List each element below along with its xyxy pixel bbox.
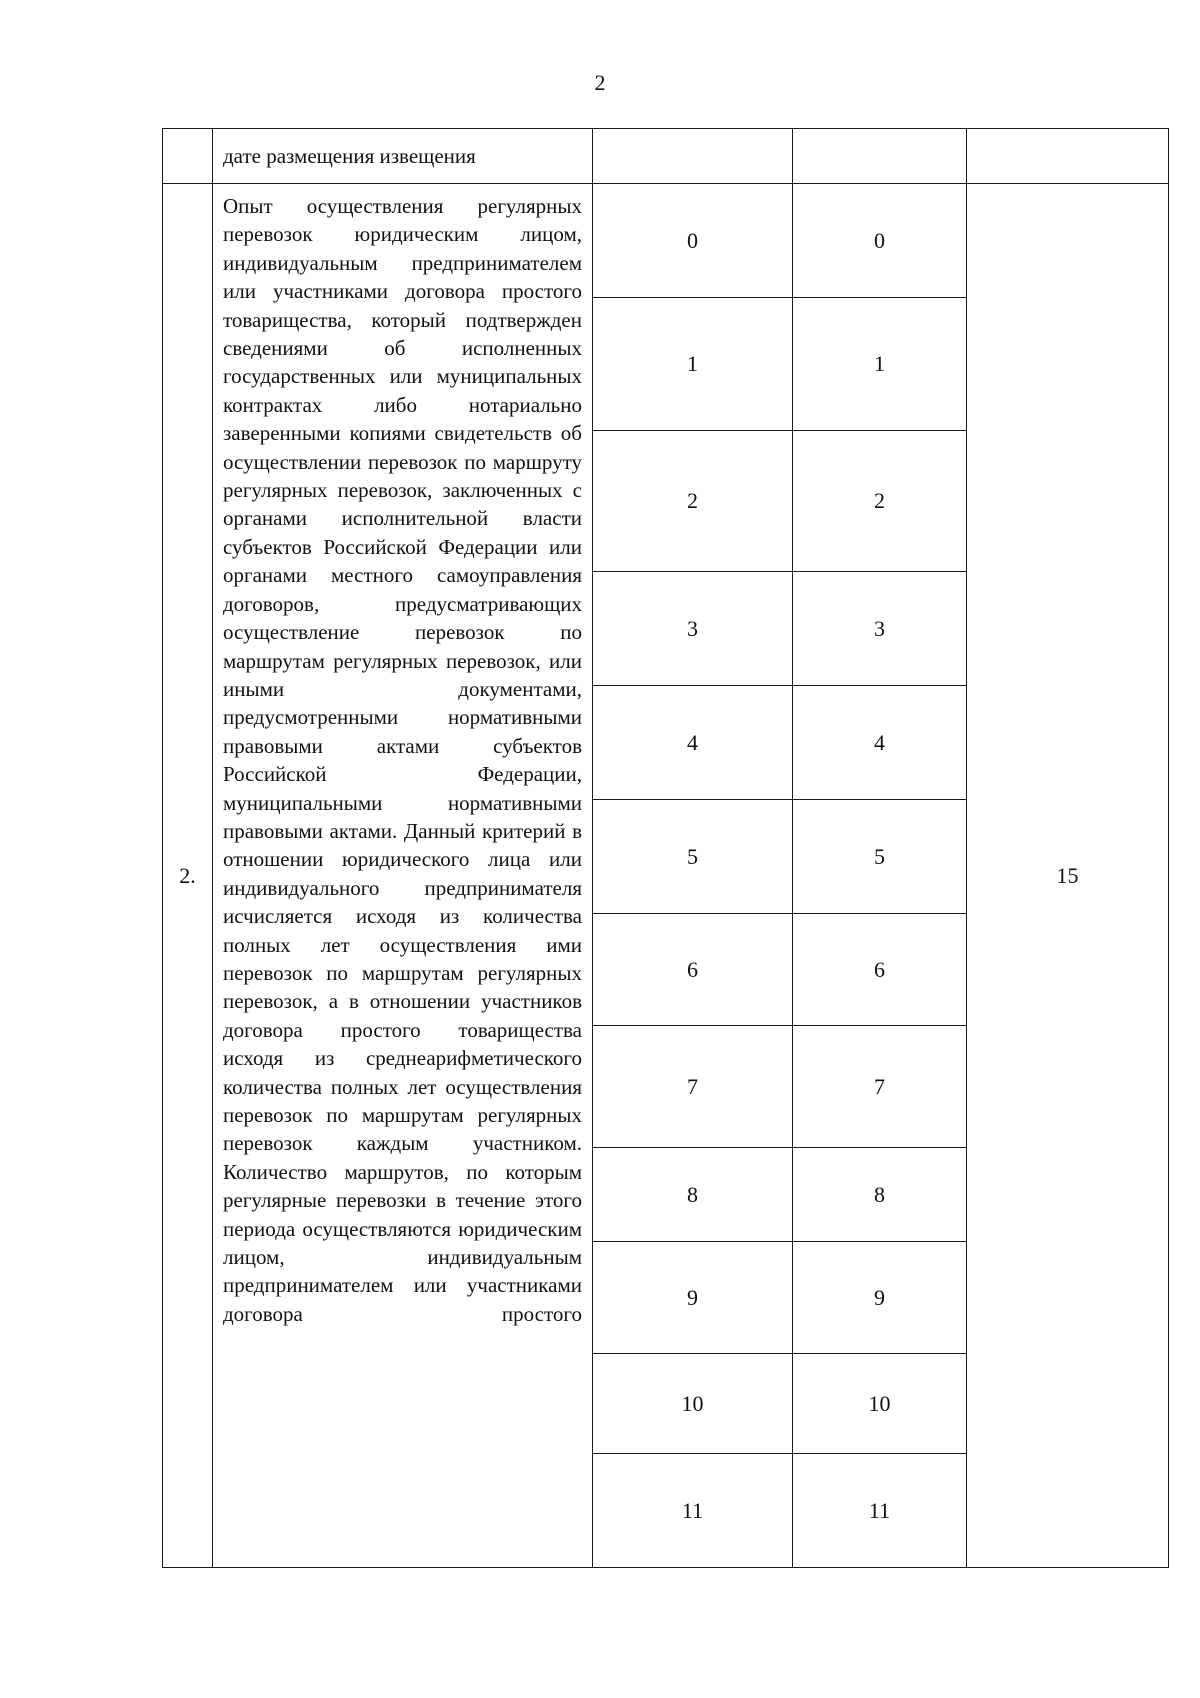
points-cell: 1 <box>793 298 967 431</box>
points-cell: 9 <box>793 1242 967 1354</box>
years-cell: 8 <box>593 1148 793 1242</box>
points-cell: 0 <box>793 184 967 298</box>
points-cell: 3 <box>793 572 967 686</box>
max-points-cell <box>967 129 1169 184</box>
row-number-cell <box>163 129 213 184</box>
years-cell <box>593 129 793 184</box>
years-cell: 10 <box>593 1354 793 1454</box>
points-cell: 8 <box>793 1148 967 1242</box>
years-cell: 1 <box>593 298 793 431</box>
years-cell: 11 <box>593 1454 793 1568</box>
points-cell: 7 <box>793 1026 967 1148</box>
points-cell: 2 <box>793 431 967 572</box>
points-cell: 6 <box>793 914 967 1026</box>
criteria-table <box>162 128 1169 1568</box>
years-cell: 5 <box>593 800 793 914</box>
points-cell <box>793 129 967 184</box>
years-cell: 4 <box>593 686 793 800</box>
max-points-cell: 15 <box>967 184 1169 1568</box>
points-cell: 4 <box>793 686 967 800</box>
years-cell: 7 <box>593 1026 793 1148</box>
page-number: 2 <box>594 70 606 95</box>
points-cell: 5 <box>793 800 967 914</box>
criterion-description-cell: дате размещения извещения <box>213 129 593 184</box>
table-row <box>163 184 1169 298</box>
years-cell: 0 <box>593 184 793 298</box>
years-cell: 6 <box>593 914 793 1026</box>
years-cell: 9 <box>593 1242 793 1354</box>
row-number-cell: 2. <box>163 184 213 1568</box>
years-cell: 3 <box>593 572 793 686</box>
years-cell: 2 <box>593 431 793 572</box>
criterion-description-cell: Опыт осуществления регулярных перевозок юридическим лицом, индивидуальным предпринимателем или участниками договора простого товарищества, который подтвержден сведениями об исполненных государственных или муниципальных контрактах либо нотариально заверенными копиями свидетельств об осуществлении перевозок по маршруту регулярных перевозок, заключенных с органами исполнительной власти субъектов Российской Федерации или органами местного самоуправления договоров, предусматривающих осуществление перевозок по маршрутам регулярных перевозок, или иными документами, предусмотренными нормативными правовыми актами субъектов Российской Федерации, муниципальными нормативными правовыми актами. Данный критерий в отношении юридического лица или индивидуального предпринимателя исчисляется исходя из количества полных лет осуществления ими перевозок по маршрутам регулярных перевозок, а в отношении участников договора простого товарищества исходя из среднеарифметического количества полных лет осуществления перевозок по маршрутам регулярных перевозок каждым участником. Количество маршрутов, по которым регулярные перевозки в течение этого периода осуществляются юридическим лицом, индивидуальным предпринимателем или участниками договора простого <box>213 184 593 1568</box>
table-row <box>163 129 1169 184</box>
points-cell: 10 <box>793 1354 967 1454</box>
points-cell: 11 <box>793 1454 967 1568</box>
